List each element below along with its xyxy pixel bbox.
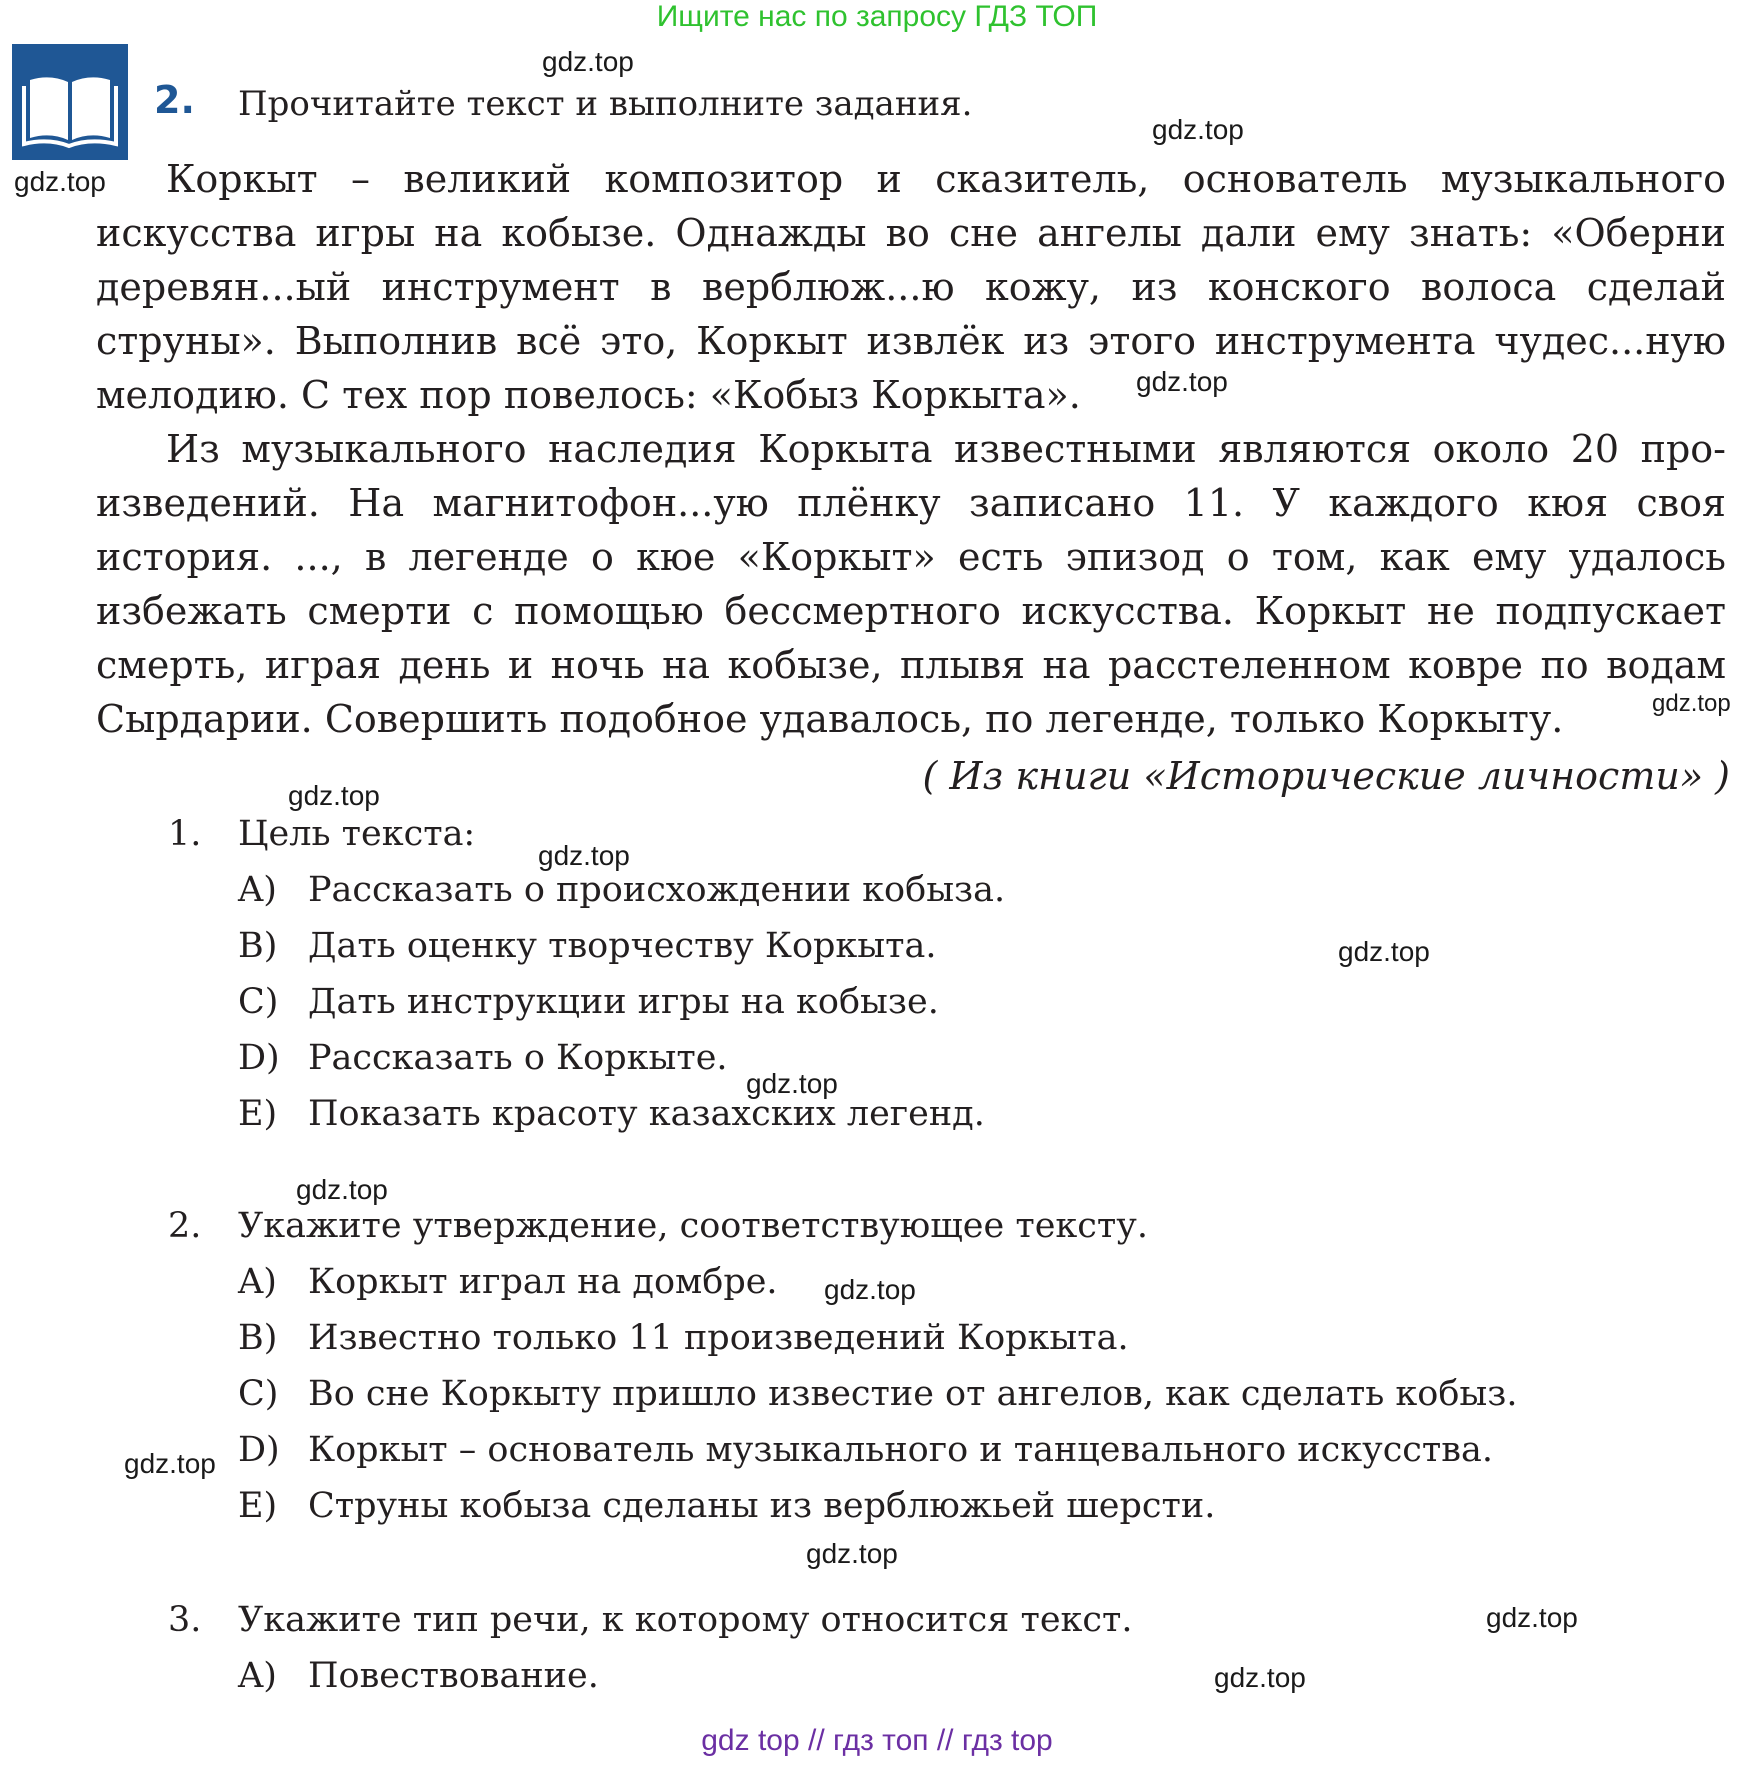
option-letter: E)	[238, 1486, 278, 1526]
text-line: Сырдарии. Совершить подобное удавалось, по легенде, только Коркыту.	[96, 697, 1564, 741]
watermark: gdz.top	[296, 1174, 388, 1205]
question-1-number: 1.	[168, 814, 202, 854]
watermark: gdz.top	[14, 166, 106, 197]
question-2-number: 2.	[168, 1206, 202, 1246]
option-letter: D)	[238, 1430, 280, 1470]
option-text: Повествование.	[308, 1656, 599, 1696]
text-line: Коркыт – великий композитор и сказитель, основатель музыкального	[166, 157, 1726, 201]
question-3-text: Укажите тип речи, к которому относится текст.	[238, 1600, 1133, 1640]
watermark: gdz.top	[824, 1274, 916, 1305]
text-line: изведений. На магнитофон...ую плёнку записано 11. У каждого кюя своя	[96, 481, 1726, 525]
option-text: Показать красоту казахских легенд.	[308, 1094, 985, 1134]
option-text: Рассказать о Коркыте.	[308, 1038, 728, 1078]
watermark: gdz.top	[1338, 936, 1430, 967]
question-3-number: 3.	[168, 1600, 202, 1640]
text-line: деревян...ый инструмент в верблюж...ю кожу, из конского волоса сделай	[96, 265, 1726, 309]
option-letter: B)	[238, 926, 278, 966]
option-letter: A)	[238, 1656, 277, 1696]
option-text: Струны кобыза сделаны из верблюжьей шерсти.	[308, 1486, 1216, 1526]
option-letter: D)	[238, 1038, 280, 1078]
source-citation: ( Из книги «Исторические личности» )	[922, 754, 1730, 798]
option-text: Во сне Коркыту пришло известие от ангелов, как сделать кобыз.	[308, 1374, 1518, 1414]
text-line: искусства игры на кобызе. Однажды во сне ангелы дали ему знать: «Оберни	[96, 211, 1726, 255]
watermark: gdz.top	[746, 1068, 838, 1099]
option-text: Коркыт играл на домбре.	[308, 1262, 778, 1302]
option-letter: A)	[238, 870, 277, 910]
question-1-text: Цель текста:	[238, 814, 476, 854]
option-text: Рассказать о происхождении кобыза.	[308, 870, 1006, 910]
watermark: gdz.top	[538, 840, 630, 871]
search-banner: Ищите нас по запросу ГДЗ ТОП	[656, 0, 1098, 33]
watermark: gdz.top	[1152, 114, 1244, 145]
watermark: gdz.top	[1486, 1602, 1578, 1633]
option-letter: A)	[238, 1262, 277, 1302]
option-text: Дать инструкции игры на кобызе.	[308, 982, 939, 1022]
option-text: Коркыт – основатель музыкального и танцевального искусства.	[308, 1430, 1493, 1470]
watermark: gdz.top	[806, 1538, 898, 1569]
task-title: Прочитайте текст и выполните задания.	[238, 84, 973, 124]
watermark: gdz.top	[542, 46, 634, 77]
text-line: история. ..., в легенде о кюе «Коркыт» есть эпизод о том, как ему удалось	[96, 535, 1726, 579]
option-letter: C)	[238, 982, 279, 1022]
watermark: gdz.top	[1214, 1662, 1306, 1693]
open-book-icon	[12, 44, 128, 160]
question-2-text: Укажите утверждение, соответствующее тексту.	[238, 1206, 1148, 1246]
option-letter: B)	[238, 1318, 278, 1358]
paragraph-2	[96, 422, 1726, 746]
watermark: gdz.top	[124, 1448, 216, 1479]
text-line: смерть, играя день и ночь на кобызе, плывя на расстеленном ковре по водам	[96, 643, 1726, 687]
text-line: струны». Выполнив всё это, Коркыт извлёк из этого инструмента чудес...ную	[96, 319, 1726, 363]
text-line: Из музыкального наследия Коркыта известными являются около 20 про-	[166, 427, 1726, 471]
option-letter: E)	[238, 1094, 278, 1134]
text-line: мелодию. С тех пор повелось: «Кобыз Коркыта».	[96, 373, 1081, 417]
text-line: избежать смерти с помощью бессмертного искусства. Коркыт не подпускает	[96, 589, 1726, 633]
watermark: gdz.top	[1652, 690, 1731, 717]
bottom-watermark: gdz top // гдз топ // гдз top	[701, 1724, 1053, 1757]
task-number: 2.	[154, 78, 195, 122]
option-text: Дать оценку творчеству Коркыта.	[308, 926, 937, 966]
option-letter: C)	[238, 1374, 279, 1414]
watermark: gdz.top	[288, 780, 380, 811]
watermark: gdz.top	[1136, 366, 1228, 397]
option-text: Известно только 11 произведений Коркыта.	[308, 1318, 1129, 1358]
paragraph-1	[96, 152, 1726, 422]
